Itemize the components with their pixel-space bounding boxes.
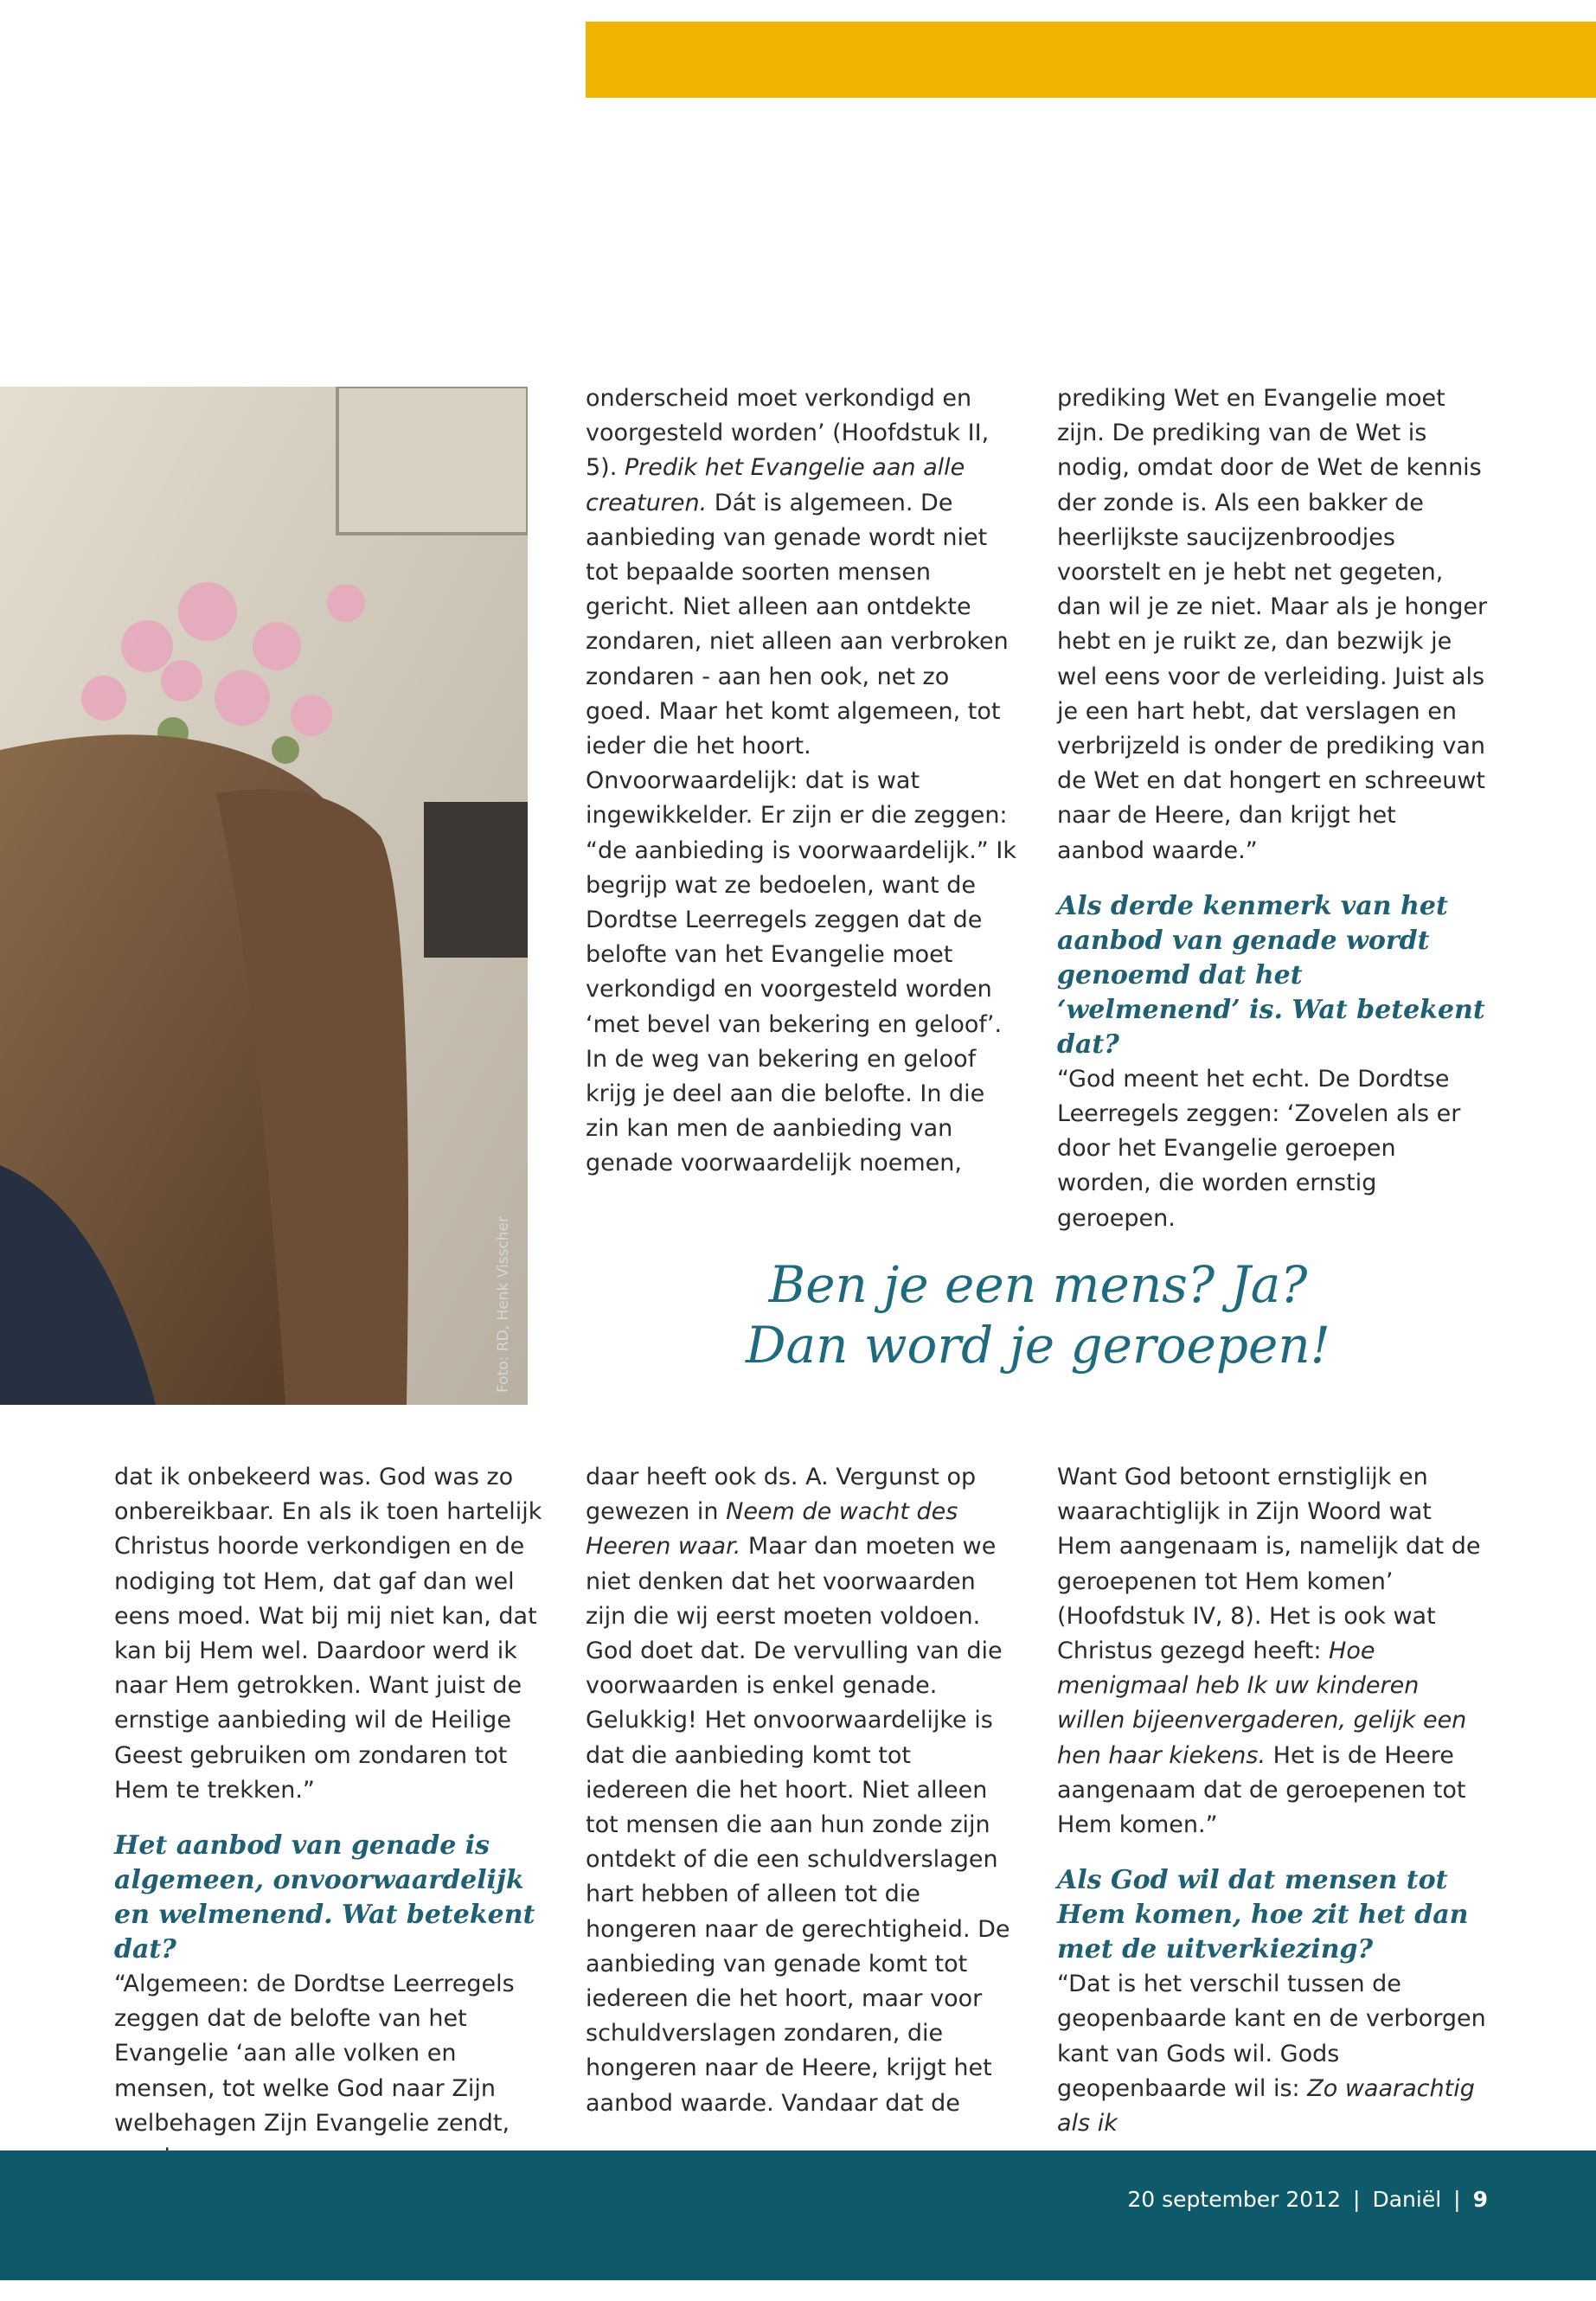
page-number: 9 — [1472, 2187, 1488, 2212]
italic-text: Hoe menigmaal heb Ik uw kinderen willen bijeenvergaderen, gelijk een hen haar kiekens. — [1057, 1638, 1467, 1769]
photo-illustration — [0, 387, 528, 1405]
magazine-name: Daniël — [1372, 2187, 1442, 2212]
interview-question: Als God wil dat mensen tot Hem komen, hoe zit het dan met de uitverkiezing? — [1057, 1865, 1469, 1965]
text-run: daar heeft ook ds. A. Vergunst op gewezen in — [586, 1464, 977, 1526]
footer-info: 20 september 2012 | Daniël | 9 — [1127, 2187, 1488, 2212]
paragraph: “God meent het echt. De Dordtse Leerregels zeggen: ‘Zovelen als er door het Evangelie geroepen worden, die worden ernstig geroepen. — [1057, 1065, 1461, 1232]
footer-bar — [0, 2150, 1596, 2280]
italic-text: Predik het Evangelie aan alle creaturen. — [586, 454, 965, 516]
photo-armchair-flowers — [0, 387, 528, 1405]
column-top-right — [1057, 381, 1490, 1236]
italic-text: Zo waarachtig als ik — [1057, 2074, 1475, 2138]
interview-question: Als derde kenmerk van het aanbod van genade wordt genoemd dat het ‘welmenend’ is. Wat betekent dat? — [1057, 890, 1485, 1060]
column-bottom-right — [1057, 1460, 1490, 2141]
pull-quote — [744, 1254, 1332, 1375]
paragraph: prediking Wet en Evangelie moet zijn. De prediking van de Wet is nodig, omdat door de Wet de kennis der zonde is. Als een bakker de heerlijkste saucijzenbroodjes voorstelt en je hebt net gegeten, dan wil je ze niet. Maar als je honger hebt en je ruikt ze, dan bezwijk je wel eens voor de verleiding. Juist als je een hart hebt, dat verslagen en verbrijzeld is onder de prediking van de Wet en dat hongert en schreeuwt naar de Heere, dan krijgt het aanbod waarde.” — [1057, 385, 1488, 864]
column-top-middle — [586, 381, 1018, 1182]
column-bottom-middle — [586, 1460, 1018, 2121]
paragraph — [586, 1460, 1018, 2121]
issue-date: 20 september 2012 — [1127, 2187, 1342, 2212]
text-run: Het is de Heere aangenaam dat de geroepenen tot Hem komen.” — [1057, 1741, 1466, 1839]
interview-question: Het aanbod van genade is algemeen, onvoorwaardelijk en welmenend. Wat betekent dat? — [114, 1830, 535, 1965]
paragraph: “Algemeen: de Dordtse Leerregels zeggen dat de belofte van het Evangelie ‘aan alle volken en mensen, tot welke God naar Zijn welbehagen Zijn Evangelie zendt, — [114, 1971, 515, 2137]
paragraph — [1057, 1460, 1490, 1843]
header-accent-bar — [586, 22, 1596, 98]
pull-quote-line-2: Dan word je geroepen! — [745, 1316, 1330, 1375]
paragraph — [1057, 1967, 1490, 2141]
pull-quote-line-1: Ben je een mens? Ja? — [768, 1255, 1308, 1314]
photo-credit: Foto: RD, Henk Visscher — [495, 1215, 512, 1393]
paragraph — [586, 381, 1018, 1182]
paragraph: dat ik onbekeerd was. God was zo onbereikbaar. En als ik toen hartelijk Christus hoorde verkondigen en de nodiging tot Hem, dat gaf dan wel eens moed. Wat bij mij niet kan, dat kan bij Hem wel. Daardoor werd ik naar Hem getrokken. Want juist de ernstige aanbieding wil de Heilige Geest gebruiken om zondaren tot Hem te trekken.” — [114, 1464, 542, 1804]
column-bottom-left — [114, 1460, 547, 2176]
text-run: Want God betoont ernstiglijk en waarachtiglijk in Zijn Woord wat Hem aangenaam is, namelijk dat de geroepenen tot Hem komen’ (Hoofdstuk IV, 8). Het is ook wat Christus gezegd heeft: — [1057, 1464, 1481, 1665]
italic-text: Neem de wacht des Heeren waar. — [586, 1498, 958, 1561]
text-run: onderscheid moet verkondigd en voorgesteld worden’ (Hoofdstuk II, 5). — [586, 385, 990, 482]
text-run: Maar dan moeten we niet denken dat het voorwaarden zijn die wij eerst moeten voldoen. God doet dat. De vervulling van die voorwaarden is enkel genade. Gelukkig! Het onvoorwaardelijke is dat die aanbieding komt tot iedereen die het hoort. Niet alleen tot mensen die aan hun zonde zijn ontdekt of die een schuldverslagen hart hebben of alleen tot die hongeren naar de gerechtigheid. De aanbieding van genade komt tot iedereen die het hoort, maar voor schuldverslagen zondaren, die hongeren naar de Heere, krijgt het aanbod waarde. Vandaar dat de — [586, 1533, 1010, 2117]
text-run: “Dat is het verschil tussen de geopenbaarde kant en de verborgen kant van Gods wil. Gods geopenbaarde wil is: — [1057, 1971, 1486, 2102]
text-run: Dát is algemeen. De aanbieding van genade wordt niet tot bepaalde soorten mensen gericht. Niet alleen aan ontdekte zondaren, niet alleen aan verbroken zondaren - aan hen ook, net zo goed. Maar het komt algemeen, tot ieder die het hoort. Onvoorwaardelijk: dat is wat ingewikkelder. Er zijn er die zeggen: “de aanbieding is voorwaardelijk.” Ik begrijp wat ze bedoelen, want de Dordtse Leerregels zeggen dat de belofte van het Evangelie moet verkondigd en voorgesteld worden ‘met bevel van bekering en geloof’. In de weg van bekering en geloof krijg je deel aan die belofte. In die zin kan men de aanbieding van genade voorwaardelijk noemen, — [586, 489, 1016, 1177]
